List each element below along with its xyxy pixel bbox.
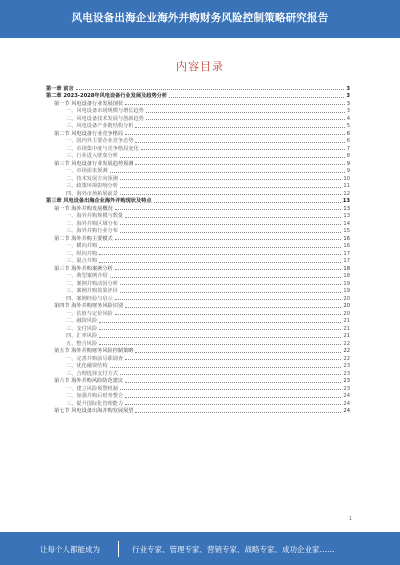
toc-entry-page: 18 (343, 273, 350, 279)
toc-leader-dots (110, 366, 342, 368)
toc-entry-page: 11 (343, 183, 350, 189)
toc-leader-dots (115, 298, 342, 300)
toc-entry-label: 第一节 风电设备行业发展现状 (54, 100, 124, 107)
toc-entry-label: 三、混合并购 (66, 258, 98, 264)
toc-entry-label: 第六节 海外并购风险防范建议 (54, 378, 124, 384)
toc-leader-dots (125, 103, 345, 105)
toc-leader-dots (120, 291, 342, 293)
toc-entry-label: 一、横向并购 (66, 243, 98, 249)
toc-entry[interactable] (46, 302, 350, 310)
toc-entry-label: 一、建立风险预警机制 (66, 385, 118, 392)
toc-entry[interactable] (46, 174, 350, 182)
toc-entry-page: 21 (343, 325, 350, 332)
toc-entry-page: 20 (343, 295, 350, 302)
toc-entry[interactable] (46, 264, 350, 272)
toc-entry-page: 6 (346, 130, 350, 137)
toc-entry-label: 三、海外并购行业分布 (66, 228, 118, 234)
toc-entry-page: 9 (346, 160, 350, 167)
toc-entry-label: 三、政策环境影响分析 (66, 183, 118, 189)
toc-entry-label: 二、海外并购区域分布 (66, 220, 118, 227)
toc-entry[interactable] (46, 317, 350, 325)
toc-entry[interactable] (46, 137, 350, 145)
toc-entry-page: 17 (343, 250, 350, 257)
toc-leader-dots (120, 283, 342, 285)
toc-leader-dots (115, 238, 342, 240)
toc-leader-dots (169, 96, 344, 98)
toc-entry-label: 一、完善并购前尽职调查 (66, 355, 124, 362)
toc-entry-label: 第二节 风电设备行业竞争格局 (54, 130, 124, 137)
toc-leader-dots (99, 253, 341, 255)
toc-entry[interactable] (46, 144, 350, 152)
toc-entry-label: 三、合理选择支付方式 (66, 370, 118, 377)
toc-entry-page: 19 (343, 288, 350, 294)
toc-entry[interactable] (46, 309, 350, 317)
toc-leader-dots (120, 193, 342, 195)
toc-entry[interactable] (46, 377, 350, 385)
toc-entry-page: 21 (343, 333, 350, 339)
toc-entry[interactable] (46, 219, 350, 227)
toc-entry-label: 第二节 海外并购主要模式 (54, 235, 113, 242)
toc-entry-page: 17 (343, 258, 350, 264)
toc-entry-page: 3 (346, 85, 350, 92)
toc-entry[interactable] (46, 392, 350, 400)
toc-entry-label: 第五节 海外并购财务风险控制策略 (54, 348, 134, 354)
toc-entry[interactable] (46, 129, 350, 137)
toc-entry[interactable] (46, 159, 350, 167)
toc-entry-label: 第一章 前言 (46, 85, 74, 92)
toc-entry[interactable] (46, 182, 350, 190)
toc-leader-dots (110, 276, 342, 278)
document-header (0, 0, 400, 38)
toc-leader-dots (99, 261, 341, 263)
toc-entry-label: 五、整合风险 (66, 340, 98, 347)
toc-entry-page: 8 (346, 153, 350, 159)
toc-entry-page: 7 (346, 145, 350, 152)
toc-entry[interactable] (46, 227, 350, 235)
toc-entry[interactable] (46, 339, 350, 347)
toc-leader-dots (135, 351, 341, 353)
toc-entry-page: 13 (342, 198, 350, 204)
toc-entry-label: 一、估值与定价风险 (66, 310, 113, 317)
toc-leader-dots (125, 306, 341, 308)
toc-entry-page: 18 (343, 265, 350, 272)
toc-leader-dots (135, 141, 344, 143)
toc-entry[interactable] (46, 189, 350, 197)
toc-entry[interactable] (46, 354, 350, 362)
toc-entry-label: 三、行业进入壁垒分析 (66, 153, 118, 159)
toc-entry-page: 22 (343, 355, 350, 362)
toc-entry-page: 24 (343, 393, 350, 399)
toc-leader-dots (120, 388, 342, 390)
toc-leader-dots (141, 148, 345, 150)
toc-entry-page: 5 (346, 123, 350, 129)
toc-entry-label: 第四节 海外并购财务风险识别 (54, 303, 124, 309)
toc-leader-dots (125, 381, 341, 383)
toc-leader-dots (146, 118, 345, 120)
toc-entry[interactable] (46, 287, 350, 295)
toc-entry[interactable] (46, 399, 350, 407)
toc-entry-label: 第三节 海外并购案例分析 (54, 265, 113, 272)
toc-leader-dots (146, 111, 345, 113)
toc-entry-label: 第七节 风电设备出海并购发展展望 (54, 408, 134, 414)
toc-entry-page: 23 (343, 385, 350, 392)
toc-entry-label: 二、纵向并购 (66, 250, 98, 257)
toc-leader-dots (115, 313, 342, 315)
toc-entry-page: 23 (343, 363, 350, 369)
page-number: 1 (348, 516, 352, 522)
toc-entry-page: 24 (343, 400, 350, 407)
toc-leader-dots (115, 208, 342, 210)
toc-entry-page: 20 (343, 310, 350, 317)
toc-leader-dots (120, 231, 342, 233)
toc-entry-label: 三、提升国际化管理能力 (66, 400, 124, 407)
toc-leader-dots (120, 373, 342, 375)
toc-entry[interactable] (46, 197, 350, 205)
toc-entry-label: 一、海外并购规模与数量 (66, 213, 124, 219)
toc-entry[interactable] (46, 279, 350, 287)
toc-leader-dots (135, 411, 341, 413)
toc-entry-page: 22 (343, 348, 350, 354)
toc-leader-dots (115, 268, 342, 270)
toc-leader-dots (99, 246, 341, 248)
footer-divider (118, 541, 119, 557)
toc-leader-dots (99, 343, 341, 345)
toc-entry[interactable] (46, 99, 350, 107)
toc-entry-page: 16 (343, 243, 350, 249)
toc-heading: 内容目录 (176, 60, 224, 73)
toc-entry[interactable] (46, 324, 350, 332)
document-title: 风电设备出海企业海外并购财务风险控制策略研究报告 (71, 12, 329, 24)
toc-entry-label: 三、支付风险 (66, 325, 98, 332)
footer-slogan-left: 让每个人都能成为 (40, 545, 100, 554)
toc-entry-page: 16 (343, 235, 350, 242)
toc-entry-label: 第三章 风电设备出海企业海外并购现状及特点 (46, 198, 152, 204)
toc-entry[interactable] (46, 249, 350, 257)
toc-entry[interactable] (46, 257, 350, 265)
toc-entry-page: 15 (343, 228, 350, 234)
table-of-contents (46, 84, 350, 414)
document-footer (0, 532, 400, 565)
toc-entry-label: 三、风电设备产业链结构分析 (66, 123, 134, 129)
toc-entry-label: 三、案例并购效果评价 (66, 288, 118, 294)
toc-leader-dots (120, 223, 342, 225)
toc-entry[interactable] (46, 407, 350, 415)
toc-leader-dots (125, 133, 345, 135)
toc-entry-label: 一、国内外主要企业竞争态势 (66, 138, 134, 144)
toc-entry-label: 二、市场集中度与竞争格局变化 (66, 145, 139, 152)
toc-entry-label: 第一节 海外并购发展概况 (54, 205, 113, 212)
toc-entry-page: 12 (343, 190, 350, 197)
toc-leader-dots (125, 216, 341, 218)
toc-entry-label: 二、优化融资结构 (66, 363, 108, 369)
toc-entry[interactable] (46, 294, 350, 302)
toc-entry-label: 四、汇率风险 (66, 333, 98, 339)
toc-entry[interactable] (46, 242, 350, 250)
toc-entry-label: 二、技术发展方向预测 (66, 175, 118, 182)
toc-entry[interactable] (46, 204, 350, 212)
toc-leader-dots (120, 186, 342, 188)
toc-leader-dots (125, 396, 341, 398)
toc-leader-dots (120, 156, 345, 158)
toc-entry-label: 一、市场需求预测 (66, 168, 108, 174)
toc-entry-label: 一、风电设备市场规模与增长趋势 (66, 108, 144, 114)
toc-entry-label: 四、海外市场拓展前景 (66, 190, 118, 197)
toc-entry[interactable] (46, 122, 350, 130)
toc-entry-page: 19 (343, 280, 350, 287)
toc-entry[interactable] (46, 332, 350, 340)
toc-entry-page: 10 (343, 175, 350, 182)
toc-entry[interactable] (46, 212, 350, 220)
toc-entry-label: 二、融资风险 (66, 318, 98, 324)
toc-entry-label: 二、风电设备技术发展与创新趋势 (66, 115, 144, 122)
toc-entry[interactable] (46, 272, 350, 280)
toc-entry[interactable] (46, 152, 350, 160)
toc-entry-label: 四、案例经验与启示 (66, 295, 113, 302)
footer-slogan-right: 行业专家、管理专家、营销专家、战略专家、成功企业家…… (132, 545, 335, 554)
toc-entry[interactable] (46, 384, 350, 392)
toc-entry-page: 14 (343, 220, 350, 227)
toc-leader-dots (99, 321, 341, 323)
toc-leader-dots (99, 328, 341, 330)
toc-entry[interactable] (46, 347, 350, 355)
toc-entry[interactable] (46, 369, 350, 377)
toc-entry[interactable] (46, 92, 350, 100)
toc-leader-dots (135, 126, 344, 128)
toc-entry-page: 23 (343, 370, 350, 377)
toc-entry-page: 13 (343, 213, 350, 219)
toc-leader-dots (99, 336, 341, 338)
toc-leader-dots (125, 403, 341, 405)
toc-leader-dots (135, 163, 344, 165)
toc-entry-page: 22 (343, 340, 350, 347)
toc-entry[interactable] (46, 167, 350, 175)
toc-entry-page: 3 (346, 108, 350, 114)
toc-entry-label: 二、加强并购后财务整合 (66, 393, 124, 399)
toc-entry[interactable] (46, 234, 350, 242)
toc-entry-page: 24 (343, 408, 350, 414)
toc-leader-dots (154, 201, 341, 203)
toc-entry-page: 20 (343, 303, 350, 309)
toc-entry[interactable] (46, 114, 350, 122)
toc-leader-dots (110, 171, 345, 173)
toc-leader-dots (120, 178, 342, 180)
toc-entry-page: 3 (346, 100, 350, 107)
toc-entry-label: 第三节 风电设备行业发展趋势预测 (54, 160, 134, 167)
toc-entry[interactable] (46, 362, 350, 370)
toc-entry-label: 一、典型案例介绍 (66, 273, 108, 279)
toc-entry-page: 13 (343, 205, 350, 212)
toc-entry-page: 9 (346, 168, 350, 174)
toc-entry-label: 第二章 2023-2028年风电设备行业发展及趋势分析 (46, 93, 168, 99)
toc-entry-label: 二、案例并购动因分析 (66, 280, 118, 287)
toc-entry-page: 23 (343, 378, 350, 384)
toc-entry[interactable] (46, 84, 350, 92)
toc-leader-dots (125, 358, 341, 360)
toc-entry-page: 6 (346, 138, 350, 144)
toc-leader-dots (76, 88, 345, 90)
toc-entry-page: 3 (346, 93, 350, 99)
toc-entry-page: 21 (343, 318, 350, 324)
toc-entry[interactable] (46, 107, 350, 115)
toc-entry-page: 4 (346, 115, 350, 122)
